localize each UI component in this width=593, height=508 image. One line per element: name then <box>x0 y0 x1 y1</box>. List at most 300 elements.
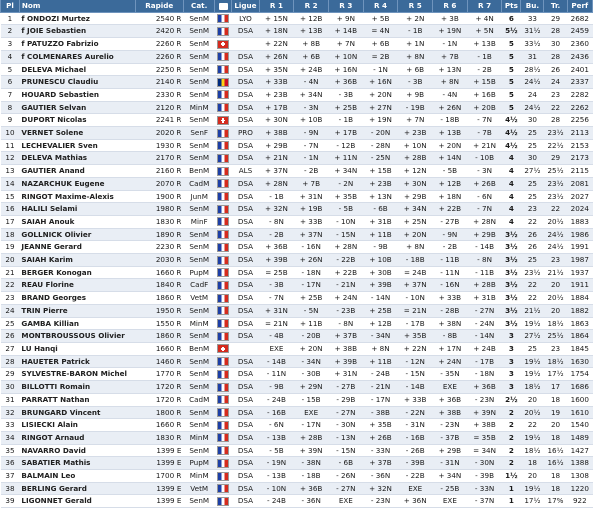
truncated-buchholz: 30 <box>544 38 567 51</box>
points: 1½ <box>502 470 521 483</box>
player-name[interactable]: PRUNESCU Claudiu <box>19 76 135 89</box>
round-7: + 4N <box>467 12 502 25</box>
truncated-buchholz: 18 <box>544 470 567 483</box>
player-name[interactable]: SAIAH Karim <box>19 254 135 267</box>
round-1: + 22N <box>259 38 294 51</box>
table-row <box>1 330 593 343</box>
buchholz: 31 <box>521 50 544 63</box>
rapide-rating: 1980 R <box>135 203 183 216</box>
place: 9 <box>1 114 20 127</box>
standings-body <box>1 12 593 507</box>
round-2: - 7N <box>294 139 329 152</box>
federation-flag <box>215 317 232 330</box>
round-2: - 16N <box>294 241 329 254</box>
category: BenM <box>183 165 215 178</box>
buchholz: 24 <box>521 88 544 101</box>
header-round-7[interactable]: R 7 <box>467 0 502 12</box>
category: SenM <box>183 304 215 317</box>
category: SenM <box>183 330 215 343</box>
league: DSA <box>232 101 259 114</box>
truncated-buchholz: 16½ <box>544 444 567 457</box>
round-2: - 9N <box>294 127 329 140</box>
header-federation[interactable] <box>215 0 232 12</box>
round-2: + 29N <box>294 381 329 394</box>
round-3: - 27N <box>328 406 363 419</box>
round-5: + 10N <box>398 139 433 152</box>
round-7: - 1B <box>467 50 502 63</box>
buchholz: 20 <box>521 470 544 483</box>
round-5: - 19B <box>398 101 433 114</box>
category: SenM <box>183 12 215 25</box>
round-4: - 38B <box>363 406 398 419</box>
round-6: - 25B <box>433 482 468 495</box>
federation-flag <box>215 101 232 114</box>
round-7: - 7N <box>467 203 502 216</box>
place: 11 <box>1 139 20 152</box>
round-4: + 27N <box>363 101 398 114</box>
round-6: - 11B <box>433 254 468 267</box>
player-name[interactable]: BILLOTTI Romain <box>19 381 135 394</box>
buchholz: 22 <box>521 292 544 305</box>
truncated-buchholz: 18 <box>544 393 567 406</box>
round-7: + 15B <box>467 76 502 89</box>
player-name[interactable]: DELEVA Michael <box>19 63 135 76</box>
league: DSA <box>232 406 259 419</box>
league: DSA <box>232 139 259 152</box>
place: 36 <box>1 457 20 470</box>
performance: 1308 <box>567 470 592 483</box>
place: 14 <box>1 177 20 190</box>
performance: 2459 <box>567 25 592 38</box>
round-5: + 37N <box>398 279 433 292</box>
points: 4½ <box>502 139 521 152</box>
round-1: - 4B <box>259 330 294 343</box>
round-4: - 34N <box>363 330 398 343</box>
place: 5 <box>1 63 20 76</box>
flag-icon <box>217 319 229 328</box>
round-6: + 14N <box>433 152 468 165</box>
round-2: + 12B <box>294 12 329 25</box>
flag-icon <box>217 40 229 49</box>
league: DSA <box>232 457 259 470</box>
round-7: + 21N <box>467 139 502 152</box>
rapide-rating: 2420 R <box>135 25 183 38</box>
player-name[interactable]: HALILI Selami <box>19 203 135 216</box>
rapide-rating: 2020 R <box>135 127 183 140</box>
player-name[interactable]: GAMBA Killian <box>19 317 135 330</box>
performance: 922 <box>567 495 592 508</box>
round-7: + 36B <box>467 381 502 394</box>
round-6: - 37B <box>433 431 468 444</box>
federation-icon <box>219 3 228 10</box>
points: 1 <box>502 495 521 508</box>
performance: 1863 <box>567 317 592 330</box>
player-name[interactable]: REAU Florine <box>19 279 135 292</box>
buchholz: 24½ <box>521 76 544 89</box>
rapide-rating: 1700 R <box>135 470 183 483</box>
header-round-3[interactable]: R 3 <box>328 0 363 12</box>
round-2: - 36N <box>294 495 329 508</box>
truncated-buchholz: 22 <box>544 101 567 114</box>
round-6: EXE <box>433 495 468 508</box>
category: SenM <box>183 88 215 101</box>
rapide-rating: 1660 R <box>135 419 183 432</box>
header-performance[interactable]: Perf <box>567 0 592 12</box>
round-6: - 16N <box>433 279 468 292</box>
truncated-buchholz: 23 <box>544 254 567 267</box>
round-7: + 20B <box>467 101 502 114</box>
table-row <box>1 254 593 267</box>
player-name[interactable]: DELEVA Mathias <box>19 152 135 165</box>
table-row <box>1 127 593 140</box>
table-row <box>1 470 593 483</box>
round-1: - 5B <box>259 444 294 457</box>
place: 35 <box>1 444 20 457</box>
flag-icon <box>217 268 229 277</box>
round-6: - 31N <box>433 457 468 470</box>
round-4: - 28N <box>363 139 398 152</box>
round-7: - 24N <box>467 317 502 330</box>
federation-flag <box>215 406 232 419</box>
round-6: EXE <box>433 381 468 394</box>
place: 18 <box>1 228 20 241</box>
category: JunM <box>183 190 215 203</box>
place: 32 <box>1 406 20 419</box>
player-name[interactable]: RINGOT Arnaud <box>19 431 135 444</box>
player-name[interactable]: SYLVESTRE-BARON Michel <box>19 368 135 381</box>
place: 39 <box>1 495 20 508</box>
round-6: + 36B <box>433 393 468 406</box>
round-5: + 36N <box>398 495 433 508</box>
flag-icon <box>217 256 229 265</box>
federation-flag <box>215 228 232 241</box>
truncated-buchholz: 18½ <box>544 317 567 330</box>
player-name[interactable]: f COLMENARES Aurelio <box>19 50 135 63</box>
buchholz: 23½ <box>521 266 544 279</box>
truncated-buchholz: 20½ <box>544 215 567 228</box>
round-2: + 6B <box>294 50 329 63</box>
player-name[interactable]: PARRATT Nathan <box>19 393 135 406</box>
truncated-buchholz: 25½ <box>544 330 567 343</box>
round-5: + 23B <box>398 127 433 140</box>
round-4: + 16N <box>363 76 398 89</box>
round-5: + 8N <box>398 50 433 63</box>
round-4: + 15B <box>363 165 398 178</box>
header-buchholz[interactable]: Bu. <box>521 0 544 12</box>
player-name[interactable]: GAUTIER Anand <box>19 165 135 178</box>
league: DSA <box>232 482 259 495</box>
round-7: = 34N <box>467 444 502 457</box>
table-row <box>1 190 593 203</box>
round-1: + 29B <box>259 139 294 152</box>
league: DSA <box>232 393 259 406</box>
performance: 2337 <box>567 76 592 89</box>
performance: 2024 <box>567 203 592 216</box>
rapide-rating: 1720 R <box>135 381 183 394</box>
player-name[interactable]: BALMAIN Leo <box>19 470 135 483</box>
rapide-rating: 2330 R <box>135 88 183 101</box>
player-name[interactable]: MONTBROUSSOUS Olivier <box>19 330 135 343</box>
rapide-rating: 2241 R <box>135 114 183 127</box>
place: 38 <box>1 482 20 495</box>
points: 3 <box>502 330 521 343</box>
performance: 2360 <box>567 38 592 51</box>
federation-flag <box>215 254 232 267</box>
rapide-rating: 2070 R <box>135 177 183 190</box>
player-name[interactable]: LISIECKI Alain <box>19 419 135 432</box>
player-name[interactable]: SAIAH Anouk <box>19 215 135 228</box>
buchholz: 22 <box>521 419 544 432</box>
truncated-buchholz: 23 <box>544 88 567 101</box>
player-name[interactable]: HOUARD Sebastien <box>19 88 135 101</box>
buchholz: 20 <box>521 393 544 406</box>
buchholz: 17½ <box>521 495 544 508</box>
round-3: - 27N <box>328 482 363 495</box>
round-3: - 8N <box>328 317 363 330</box>
federation-flag <box>215 50 232 63</box>
place: 23 <box>1 292 20 305</box>
category: PupM <box>183 266 215 279</box>
round-4: + 31B <box>363 215 398 228</box>
league: DSA <box>232 279 259 292</box>
header-truncated-buchholz[interactable]: Tr. <box>544 0 567 12</box>
header-round-5[interactable]: R 5 <box>398 0 433 12</box>
buchholz: 22 <box>521 215 544 228</box>
round-7: - 33N <box>467 482 502 495</box>
round-1: - 1B <box>259 190 294 203</box>
round-7: + 28B <box>467 279 502 292</box>
header-round-1[interactable]: R 1 <box>259 0 294 12</box>
round-1: - 9B <box>259 381 294 394</box>
flag-icon <box>217 141 229 150</box>
performance: 1754 <box>567 368 592 381</box>
performance: 1986 <box>567 228 592 241</box>
buchholz: 24½ <box>521 101 544 114</box>
round-6: + 24N <box>433 355 468 368</box>
place: 26 <box>1 330 20 343</box>
league: LYO <box>232 12 259 25</box>
place: 37 <box>1 470 20 483</box>
round-4: + 37B <box>363 457 398 470</box>
round-2: + 34N <box>294 88 329 101</box>
table-row <box>1 292 593 305</box>
round-6: + 17N <box>433 342 468 355</box>
player-name[interactable]: BRUNGARD Vincent <box>19 406 135 419</box>
player-name[interactable]: HAUETER Patrick <box>19 355 135 368</box>
header-points[interactable]: Pts <box>502 0 521 12</box>
player-name[interactable]: NAVARRO David <box>19 444 135 457</box>
header-place[interactable]: Pl <box>1 0 20 12</box>
federation-flag <box>215 12 232 25</box>
points: 4 <box>502 177 521 190</box>
round-1: - 6N <box>259 419 294 432</box>
player-name[interactable]: BRAND Georges <box>19 292 135 305</box>
player-name[interactable]: LU Hanqi <box>19 342 135 355</box>
round-3: - 27B <box>328 381 363 394</box>
player-name[interactable]: SABATIER Mathis <box>19 457 135 470</box>
buchholz: 25 <box>521 127 544 140</box>
round-4: - 14N <box>363 292 398 305</box>
truncated-buchholz: 23½ <box>544 190 567 203</box>
round-2: - 17N <box>294 279 329 292</box>
round-3: - 6B <box>328 457 363 470</box>
performance: 2282 <box>567 88 592 101</box>
truncated-buchholz: 26 <box>544 63 567 76</box>
player-name[interactable]: LECHEVALIER Sven <box>19 139 135 152</box>
rapide-rating: 1660 R <box>135 342 183 355</box>
place: 22 <box>1 279 20 292</box>
round-3: - 15N <box>328 444 363 457</box>
round-3: - 22B <box>328 254 363 267</box>
place: 33 <box>1 419 20 432</box>
federation-flag <box>215 63 232 76</box>
points: 3 <box>502 355 521 368</box>
round-7: + 28N <box>467 215 502 228</box>
round-1: + 23B <box>259 88 294 101</box>
round-4: + 13N <box>363 190 398 203</box>
round-5: - 15N <box>398 368 433 381</box>
league: DSA <box>232 152 259 165</box>
league: DSA <box>232 495 259 508</box>
place: 17 <box>1 215 20 228</box>
round-5: - 3B <box>398 76 433 89</box>
league: DSA <box>232 254 259 267</box>
player-name[interactable]: VERNET Solene <box>19 127 135 140</box>
header-league[interactable]: Ligue <box>232 0 259 12</box>
points: 3½ <box>502 266 521 279</box>
header-row <box>1 0 593 12</box>
header-name[interactable]: Nom <box>19 0 135 12</box>
player-name[interactable]: GAUTIER Selvan <box>19 101 135 114</box>
points: 5 <box>502 88 521 101</box>
category: CadM <box>183 177 215 190</box>
category: MinM <box>183 101 215 114</box>
header-round-4[interactable]: R 4 <box>363 0 398 12</box>
round-7: + 39N <box>467 406 502 419</box>
performance: 2027 <box>567 190 592 203</box>
table-row <box>1 355 593 368</box>
header-rapide[interactable]: Rapide <box>135 0 183 12</box>
performance: 2113 <box>567 127 592 140</box>
truncated-buchholz: 18 <box>544 431 567 444</box>
round-6: + 29B <box>433 444 468 457</box>
truncated-buchholz: 24½ <box>544 228 567 241</box>
round-1: - 14B <box>259 355 294 368</box>
round-1: - 10N <box>259 482 294 495</box>
category: SenM <box>183 38 215 51</box>
points: 5 <box>502 101 521 114</box>
federation-flag <box>215 76 232 89</box>
player-name[interactable]: LIGONNET Gerald <box>19 495 135 508</box>
points: 3 <box>502 368 521 381</box>
round-6: - 4N <box>433 88 468 101</box>
round-5: - 14B <box>398 381 433 394</box>
league: DSA <box>232 76 259 89</box>
federation-flag <box>215 165 232 178</box>
round-7: + 26B <box>467 177 502 190</box>
table-row <box>1 12 593 25</box>
player-name[interactable]: DUPORT Nicolas <box>19 114 135 127</box>
round-4: + 26B <box>363 431 398 444</box>
points: 5 <box>502 50 521 63</box>
place: 10 <box>1 127 20 140</box>
round-5: + 34N <box>398 203 433 216</box>
table-row <box>1 279 593 292</box>
flag-icon <box>217 27 229 36</box>
round-7: + 29B <box>467 228 502 241</box>
round-1: - 8N <box>259 215 294 228</box>
player-name[interactable]: BERLING Gerard <box>19 482 135 495</box>
header-round-2[interactable]: R 2 <box>294 0 329 12</box>
federation-flag <box>215 279 232 292</box>
flag-icon <box>217 370 229 379</box>
category: SenM <box>183 50 215 63</box>
federation-flag <box>215 457 232 470</box>
round-5: - 22N <box>398 406 433 419</box>
category: SenM <box>183 254 215 267</box>
round-7: + 24B <box>467 342 502 355</box>
round-6: - 11N <box>433 266 468 279</box>
round-3: - 13N <box>328 431 363 444</box>
points: 3 <box>502 342 521 355</box>
flag-icon <box>217 294 229 303</box>
truncated-buchholz: 24 <box>544 76 567 89</box>
player-name[interactable]: BERGER Konogan <box>19 266 135 279</box>
round-1: + 21N <box>259 152 294 165</box>
buchholz: 19½ <box>521 317 544 330</box>
performance: 1489 <box>567 431 592 444</box>
player-name[interactable]: TRIN Pierre <box>19 304 135 317</box>
category: SenM <box>183 152 215 165</box>
table-row <box>1 393 593 406</box>
player-name[interactable]: f PATUZZO Fabrizio <box>19 38 135 51</box>
player-name[interactable]: JEANNE Gerard <box>19 241 135 254</box>
header-round-6[interactable]: R 6 <box>433 0 468 12</box>
header-category[interactable]: Cat. <box>183 0 215 12</box>
points: 3½ <box>502 292 521 305</box>
truncated-buchholz: 21½ <box>544 266 567 279</box>
category: SenM <box>183 25 215 38</box>
round-6: - 1N <box>433 38 468 51</box>
round-3: - 21N <box>328 279 363 292</box>
flag-icon <box>217 205 229 214</box>
round-5: + 9B <box>398 88 433 101</box>
round-7: + 13B <box>467 38 502 51</box>
rapide-rating: 2230 R <box>135 241 183 254</box>
federation-flag <box>215 38 232 51</box>
round-3: - 2N <box>328 177 363 190</box>
round-7: - 7B <box>467 127 502 140</box>
place: 13 <box>1 165 20 178</box>
place: 31 <box>1 393 20 406</box>
rapide-rating: 1800 R <box>135 406 183 419</box>
round-7: - 7N <box>467 114 502 127</box>
player-name[interactable]: GOLLNICK Olivier <box>19 228 135 241</box>
round-2: - 18B <box>294 470 329 483</box>
round-7: + 5N <box>467 25 502 38</box>
federation-flag <box>215 495 232 508</box>
federation-flag <box>215 444 232 457</box>
player-name[interactable]: NAZARCHUK Eugene <box>19 177 135 190</box>
round-3: + 39B <box>328 355 363 368</box>
flag-icon <box>217 154 229 163</box>
player-name[interactable]: RINGOT Maxime-Alexis <box>19 190 135 203</box>
player-name[interactable]: f JOIE Sebastien <box>19 25 135 38</box>
player-name[interactable]: f ONDOZI Murtez <box>19 12 135 25</box>
round-4: - 33N <box>363 444 398 457</box>
federation-flag <box>215 393 232 406</box>
table-row <box>1 495 593 508</box>
